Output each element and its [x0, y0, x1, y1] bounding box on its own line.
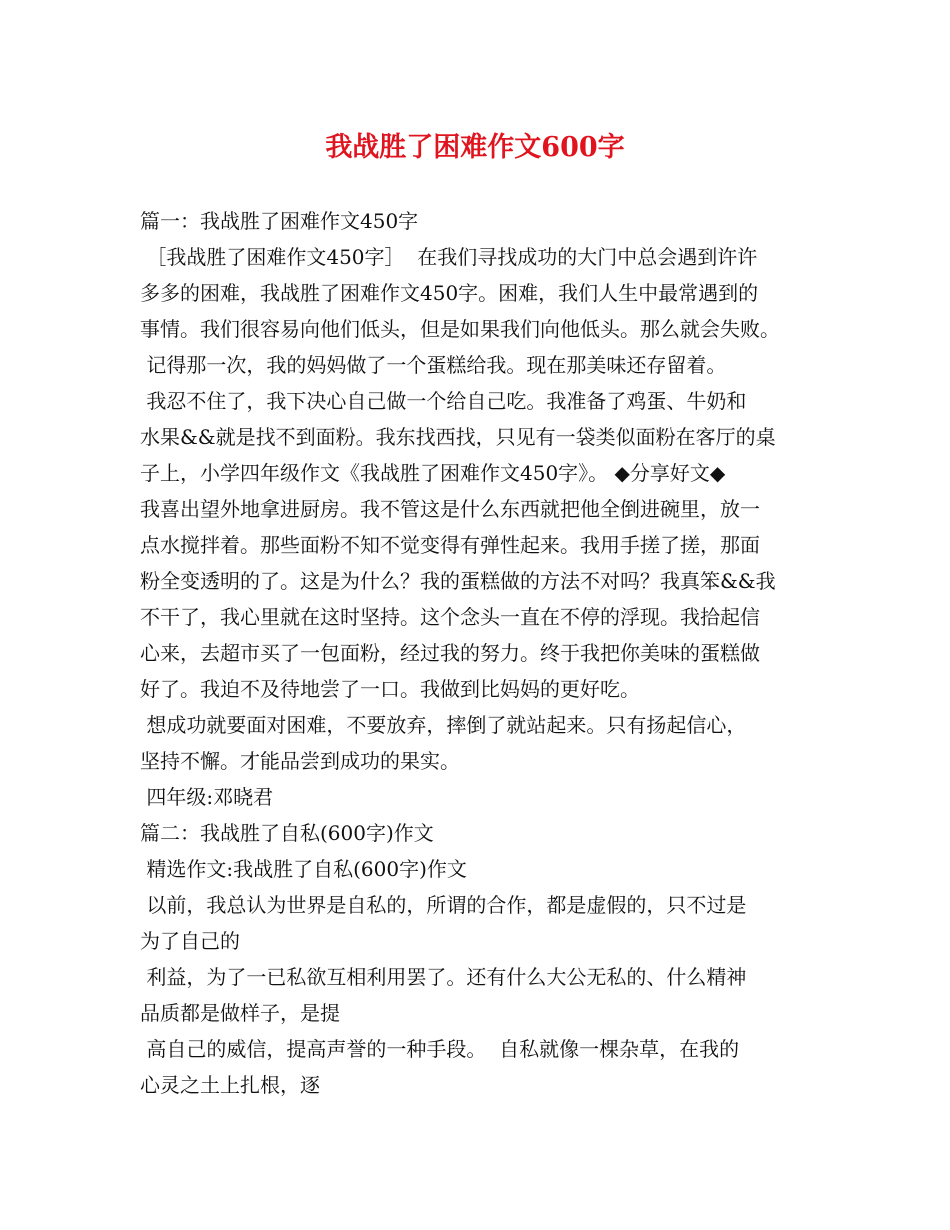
text-line: 记得那一次，我的妈妈做了一个蛋糕给我。现在那美味还存留着。 [140, 353, 727, 377]
text-line: 我喜出望外地拿进厨房。我不管这是什么东西就把他全倒进碗里，放一 [140, 497, 760, 521]
text-line: 篇一：我战胜了困难作文450字 [140, 209, 419, 233]
text-line: 多多的困难，我战胜了困难作文450字。困难，我们人生中最常遇到的 [140, 281, 759, 305]
document-body [140, 203, 825, 1103]
text-line: 水果&&就是找不到面粉。我东找西找，只见有一袋类似面粉在客厅的桌 [140, 425, 776, 449]
text-line: 点水搅拌着。那些面粉不知不觉变得有弹性起来。我用手搓了搓，那面 [140, 533, 760, 557]
text-line: 好了。我迫不及待地尝了一口。我做到比妈妈的更好吃。 [140, 677, 640, 701]
text-line: 心来，去超市买了一包面粉，经过我的努力。终于我把你美味的蛋糕做 [140, 641, 760, 665]
text-line: 高自己的威信，提高声誉的一种手段。 自私就像一棵杂草，在我的 [140, 1037, 740, 1061]
text-line: 心灵之土上扎根，逐 [140, 1073, 320, 1097]
text-line: 为了自己的 [140, 929, 240, 953]
text-line: 粉全变透明的了。这是为什么？我的蛋糕做的方法不对吗？我真笨&&我 [140, 569, 776, 593]
text-line: 利益，为了一已私欲互相利用罢了。还有什么大公无私的、什么精神 [140, 965, 747, 989]
text-line: 以前，我总认为世界是自私的，所谓的合作，都是虚假的，只不过是 [140, 893, 747, 917]
text-line: 想成功就要面对困难，不要放弃，摔倒了就站起来。只有扬起信心， [140, 713, 747, 737]
document-title: 我战胜了困难作文600字 [325, 132, 625, 163]
text-line: 事情。我们很容易向他们低头，但是如果我们向他低头。那么就会失败。 [140, 317, 780, 341]
text-line: 坚持不懈。才能品尝到成功的果实。 [140, 749, 460, 773]
author-line: 四年级:邓晓君 [140, 785, 274, 809]
text-line: 我忍不住了，我下决心自己做一个给自己吃。我准备了鸡蛋、牛奶和 [140, 389, 747, 413]
text-line: ［我战胜了困难作文450字］ 在我们寻找成功的大门中总会遇到许许 [140, 245, 758, 269]
text-line: 品质都是做样子，是提 [140, 1001, 340, 1025]
text-line: 子上，小学四年级作文《我战胜了困难作文450字》。 ◆分享好文◆ [140, 461, 726, 485]
text-line: 不干了，我心里就在这时坚持。这个念头一直在不停的浮现。我拾起信 [140, 605, 760, 629]
section-heading: 篇二：我战胜了自私(600字)作文 [140, 821, 434, 845]
text-line: 精选作文:我战胜了自私(600字)作文 [140, 857, 467, 881]
